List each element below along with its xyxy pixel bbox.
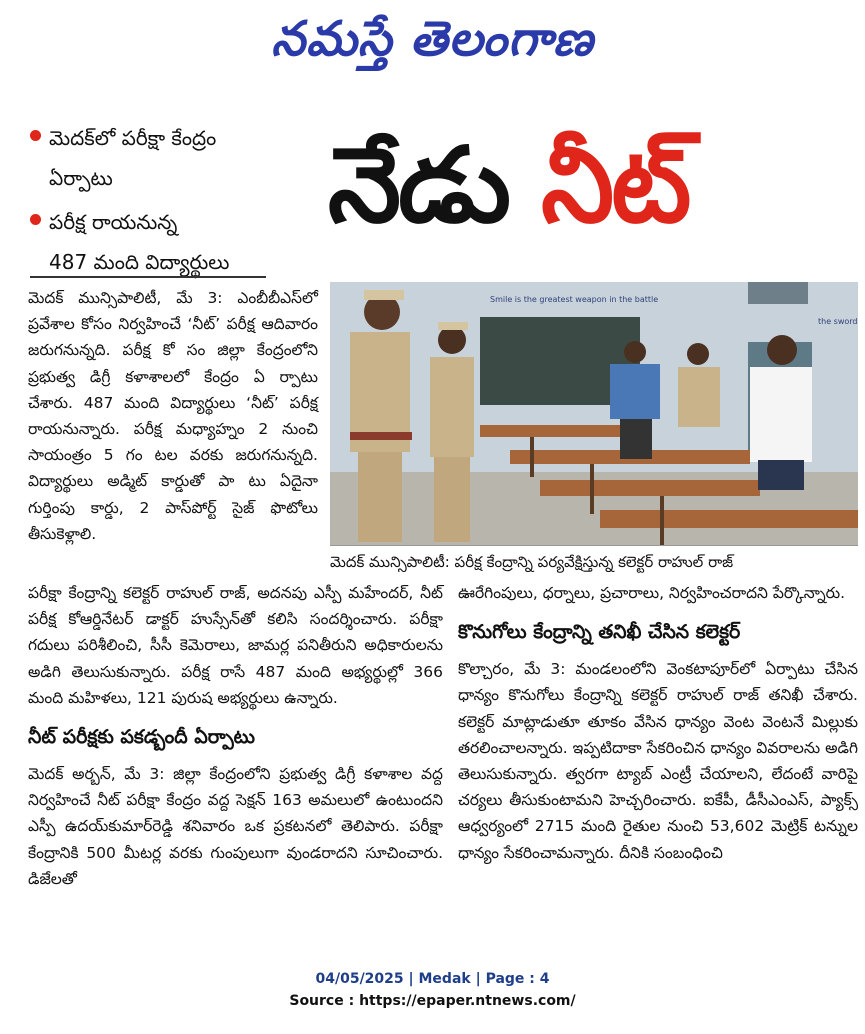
- subhead-item: [30, 202, 268, 282]
- story-paragraph: మెదక్ మున్సిపాలిటీ, మే 3: ఎంబీబీఎస్‌లో ప్రవేశాల కోసం నిర్వహించే ‘నీట్’ పరీక్ష ఆదివారం జరుగనున్నది. పరీక్ష కో సం జిల్లా కేంద్రంలోని ప్రభుత్వ డిగ్రీ కళాశాలలో కేంద్రం ఏ ర్పాటు చేశారు. 487 మంది విద్యార్థులు ‘నీట్’ పరీక్ష రాయనున్నారు. పరీక్ష మధ్యాహ్నం 2 నుంచి సాయంత్రం 5 గం టల వరకు జరుగనున్నది. విద్యార్థులు అడ్మిట్ కార్డుతో పా టు ఏదైనా గుర్తింపు కార్డు, 2 పాస్‌పోర్ట్ సైజ్ ఫొటోలు తీసుకెళ్లాలి.: [28, 289, 318, 543]
- story-column-left: [28, 580, 443, 892]
- masthead: [0, 0, 865, 80]
- story-paragraph: మెదక్ అర్బన్, మే 3: జిల్లా కేంద్రంలోని ప్రభుత్వ డిగ్రీ కళాశాల వద్ద నిర్వహించే నీట్ పరీక్షా కేంద్రం వద్ద సెక్షన్ 163 అమలులో ఉంటుందని ఎస్పీ ఉదయ్‌కుమార్‌రెడ్డి శనివారం ఒక ప్రకటనలో తెలిపారు. పరీక్షా కేంద్రానికి 500 మీటర్ల వరకు గుంపులుగా వుండరాదని సూచించారు. డిజేలతో: [28, 765, 443, 888]
- newspaper-logo: నమస్తే తెలంగాణ: [271, 11, 594, 67]
- story-paragraph: పరీక్షా కేంద్రాన్ని కలెక్టర్ రాహుల్ రాజ్, అదనపు ఎస్పీ మహేందర్, నీట్ పరీక్ష కోఆర్డినేటర్ డాక్టర్ హుస్సేన్‌తో కలిసి సందర్శించారు. పరీక్షా గదులు పరిశీలించి, సీసీ కెమెరాలు, జామర్ల పనితీరుని అధికారులను అడిగి తెలుసుకున్నారు. పరీక్ష రాసే 487 మంది అభ్యర్థుల్లో 366 మంది మహిళలు, 121 పురుష అభ్యర్థులు ఉన్నారు.: [28, 584, 443, 707]
- section-heading: నీట్ పరీక్షకు పకడ్బందీ ఏర్పాటు: [28, 726, 255, 749]
- story-paragraph: కొల్చారం, మే 3: మండలంలోని వెంకటాపూర్‌లో ఏర్పాటు చేసిన ధాన్యం కొనుగోలు కేంద్రాన్ని కలెక్టర్ రాహుల్ రాజ్ తనిఖీ చేశారు. కలెక్టర్ మాట్లాడుతూ తూకం వేసిన ధాన్యం వెంట వెంటనే మిల్లుకు తరలించాలన్నారు. ఇప్పటిదాకా సేకరించిన ధాన్యం వివరాలను అడిగి తెలుసుకున్నారు. త్వరగా ట్యాబ్ ఎంట్రీ చేయాలని, లేదంటే వారిపై చర్యలు తీసుకుంటామని హెచ్చరించారు. ఐకేపీ, డీసీఎంఎస్, ప్యాక్స్ ఆధ్వర్యంలో 2715 మంది రైతుల నుంచి 53,602 మెట్రిక్ టన్నుల ధాన్యం సేకరించామన్నారు. దీనికి సంబంధించి: [458, 660, 858, 862]
- source-link[interactable]: Source : https://epaper.ntnews.com/: [289, 993, 576, 1009]
- subhead-item: [30, 118, 268, 198]
- section-heading: కొనుగోలు కేంద్రాన్ని తనిఖీ చేసిన కలెక్టర్: [458, 621, 741, 644]
- news-photo: [330, 282, 858, 545]
- headline-part-black: నేడు: [328, 124, 508, 246]
- subhead-text: పరీక్ష రాయనున్న 487 మంది విద్యార్థులు: [49, 210, 230, 274]
- headline-part-red: నీట్: [541, 124, 689, 246]
- subheads: [30, 118, 268, 286]
- divider: [30, 276, 266, 278]
- bullet-icon: [30, 130, 41, 141]
- story-column-right: [458, 580, 858, 866]
- story-paragraph: ఊరేగింపులు, ధర్నాలు, ప్రచారాలు, నిర్వహించరాదని పేర్కొన్నారు.: [458, 584, 846, 602]
- photo-caption: మెదక్ మున్సిపాలిటీ: పరీక్ష కేంద్రాన్ని పర్యవేక్షిస్తున్న కలెక్టర్ రాహుల్ రాజ్: [330, 545, 858, 578]
- story-column-top: [28, 285, 318, 547]
- bullet-icon: [30, 214, 41, 225]
- board-text: Smile is the greatest weapon in the battle: [490, 295, 659, 304]
- headline: [328, 100, 858, 270]
- edition-info: 04/05/2025 | Medak | Page : 4: [315, 971, 550, 987]
- wall-text: the sword: [818, 317, 858, 326]
- page-footer: [0, 968, 865, 1012]
- subhead-text: మెదక్‌లో పరీక్షా కేంద్రం ఏర్పాటు: [49, 126, 217, 190]
